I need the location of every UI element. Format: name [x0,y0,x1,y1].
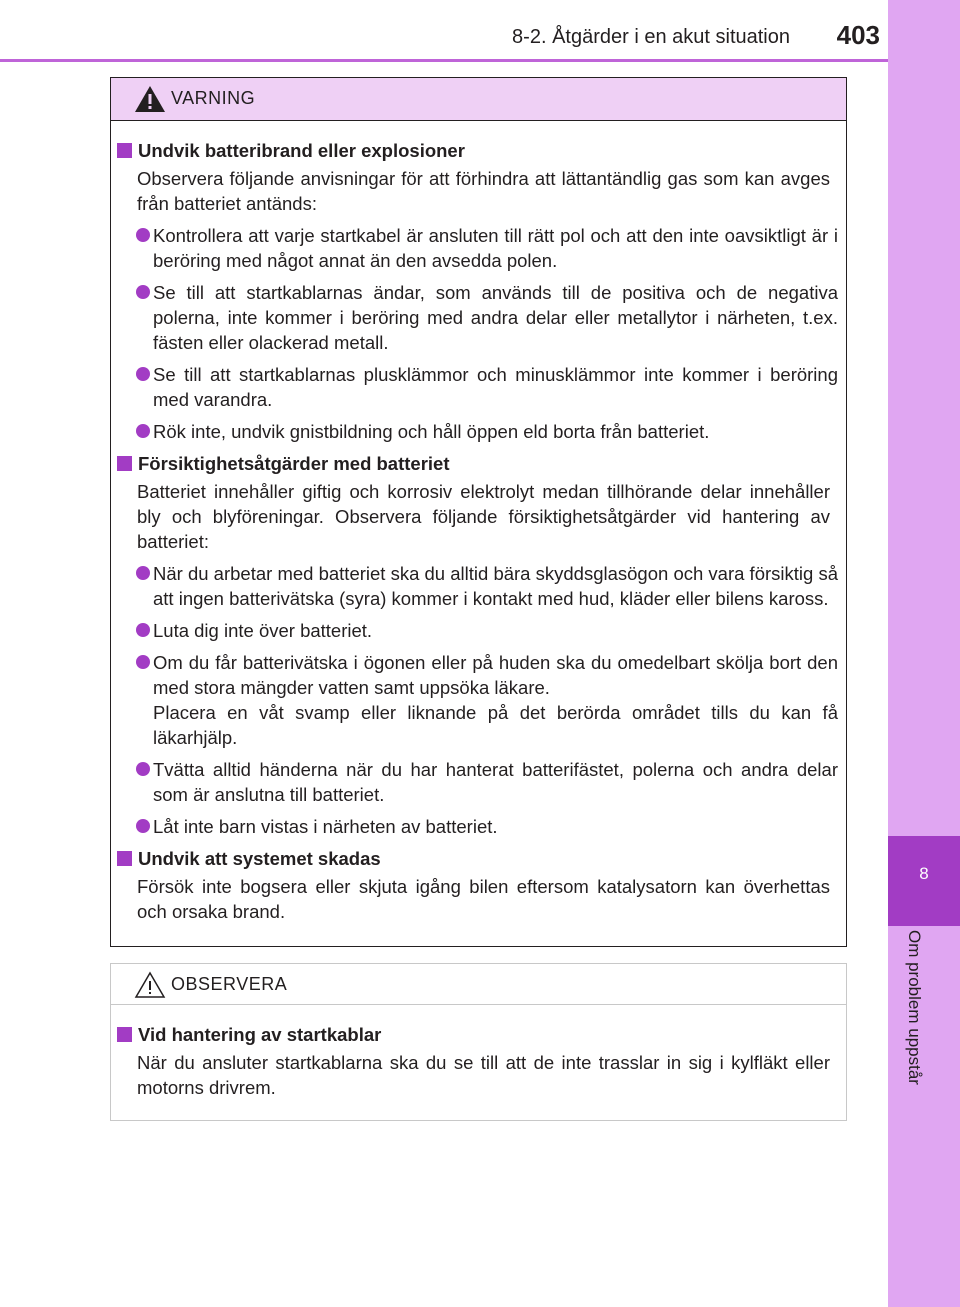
bullet-dot-icon [136,367,150,381]
warning-intro-fire: Observera följande anvisningar för att förhindra att lättantändlig gas som kan avges från batteriet antänds: [137,168,830,214]
list-item: Om du får batterivätska i ögonen eller på huden ska du omedelbart skölja bort den med stora mängder vatten samt uppsöka läkare. Placera en våt svamp eller liknande på det berörda området tills du kan få läkarhjälp. [111,650,846,750]
warning-heading-battery: Försiktighetsåtgärder med batteriet [111,451,846,477]
bullet-dot-icon [136,623,150,637]
section-title: 8-2. Åtgärder i en akut situation [512,26,790,48]
chapter-title: Om problem uppstår [905,930,924,1085]
caution-triangle-icon [133,970,167,1000]
list-item: Se till att startkablarnas ändar, som används till de positiva och de negativa polerna, inte kommer i beröring med andra delar eller metallytor i närheten, t.ex. fästen eller olackerad metall. [111,280,846,355]
warning-heading-system: Undvik att systemet skadas [111,846,846,872]
notice-text: När du ansluter startkablarna ska du se till att de inte trasslar in sig i kylfläkt eller motorns drivrem. [137,1052,830,1098]
notice-title: OBSERVERA [171,974,288,994]
header-divider [0,59,888,62]
square-bullet-icon [117,143,132,158]
warning-intro-system: Försök inte bogsera eller skjuta igång bilen eftersom katalysatorn kan överhettas och orsaka brand. [137,876,830,922]
list-item: När du arbetar med batteriet ska du alltid bära skyddsglasögon och vara försiktig så att ingen batterivätska (syra) kommer i kontakt med hud, kläder eller bilens kaross. [111,561,846,611]
bullet-dot-icon [136,762,150,776]
bullet-dot-icon [136,228,150,242]
list-item-extra: Placera en våt svamp eller liknande på det berörda området tills du kan få läkarhjälp. [153,702,838,748]
bullet-dot-icon [136,424,150,438]
square-bullet-icon [117,456,132,471]
warning-heading-fire: Undvik batteribrand eller explosioner [111,138,846,164]
list-item: Se till att startkablarnas plusklämmor och minusklämmor inte kommer i beröring med varandra. [111,362,846,412]
notice-heading: Vid hantering av startkablar [111,1022,846,1048]
square-bullet-icon [117,1027,132,1042]
notice-box [110,963,847,1121]
warning-header [111,78,846,121]
list-item: Rök inte, undvik gnistbildning och håll öppen eld borta från batteriet. [111,419,846,444]
page-number: 403 [836,20,880,50]
list-item: Tvätta alltid händerna när du har hanterat batterifästet, polerna och andra delar som är anslutna till batteriet. [111,757,846,807]
square-bullet-icon [117,851,132,866]
notice-header [111,964,846,1005]
list-item: Luta dig inte över batteriet. [111,618,846,643]
chapter-number: 8 [919,864,929,883]
list-item: Kontrollera att varje startkabel är ansluten till rätt pol och att den inte oavsiktligt är i beröring med något annat än den avsedda polen. [111,223,846,273]
chapter-side-tab [888,0,960,1307]
bullet-dot-icon [136,655,150,669]
list-item: Låt inte barn vistas i närheten av batteriet. [111,814,846,839]
warning-body [111,138,846,931]
warning-intro-battery: Batteriet innehåller giftig och korrosiv elektrolyt medan tillhörande delar innehåller bly och blyföreningar. Observera följande försiktighetsåtgärder vid hantering av batteriet: [137,481,830,552]
bullet-dot-icon [136,819,150,833]
warning-box [110,77,847,947]
bullet-dot-icon [136,566,150,580]
warning-triangle-icon [133,84,167,114]
notice-body [111,1022,846,1107]
bullet-dot-icon [136,285,150,299]
warning-title: VARNING [171,88,256,108]
